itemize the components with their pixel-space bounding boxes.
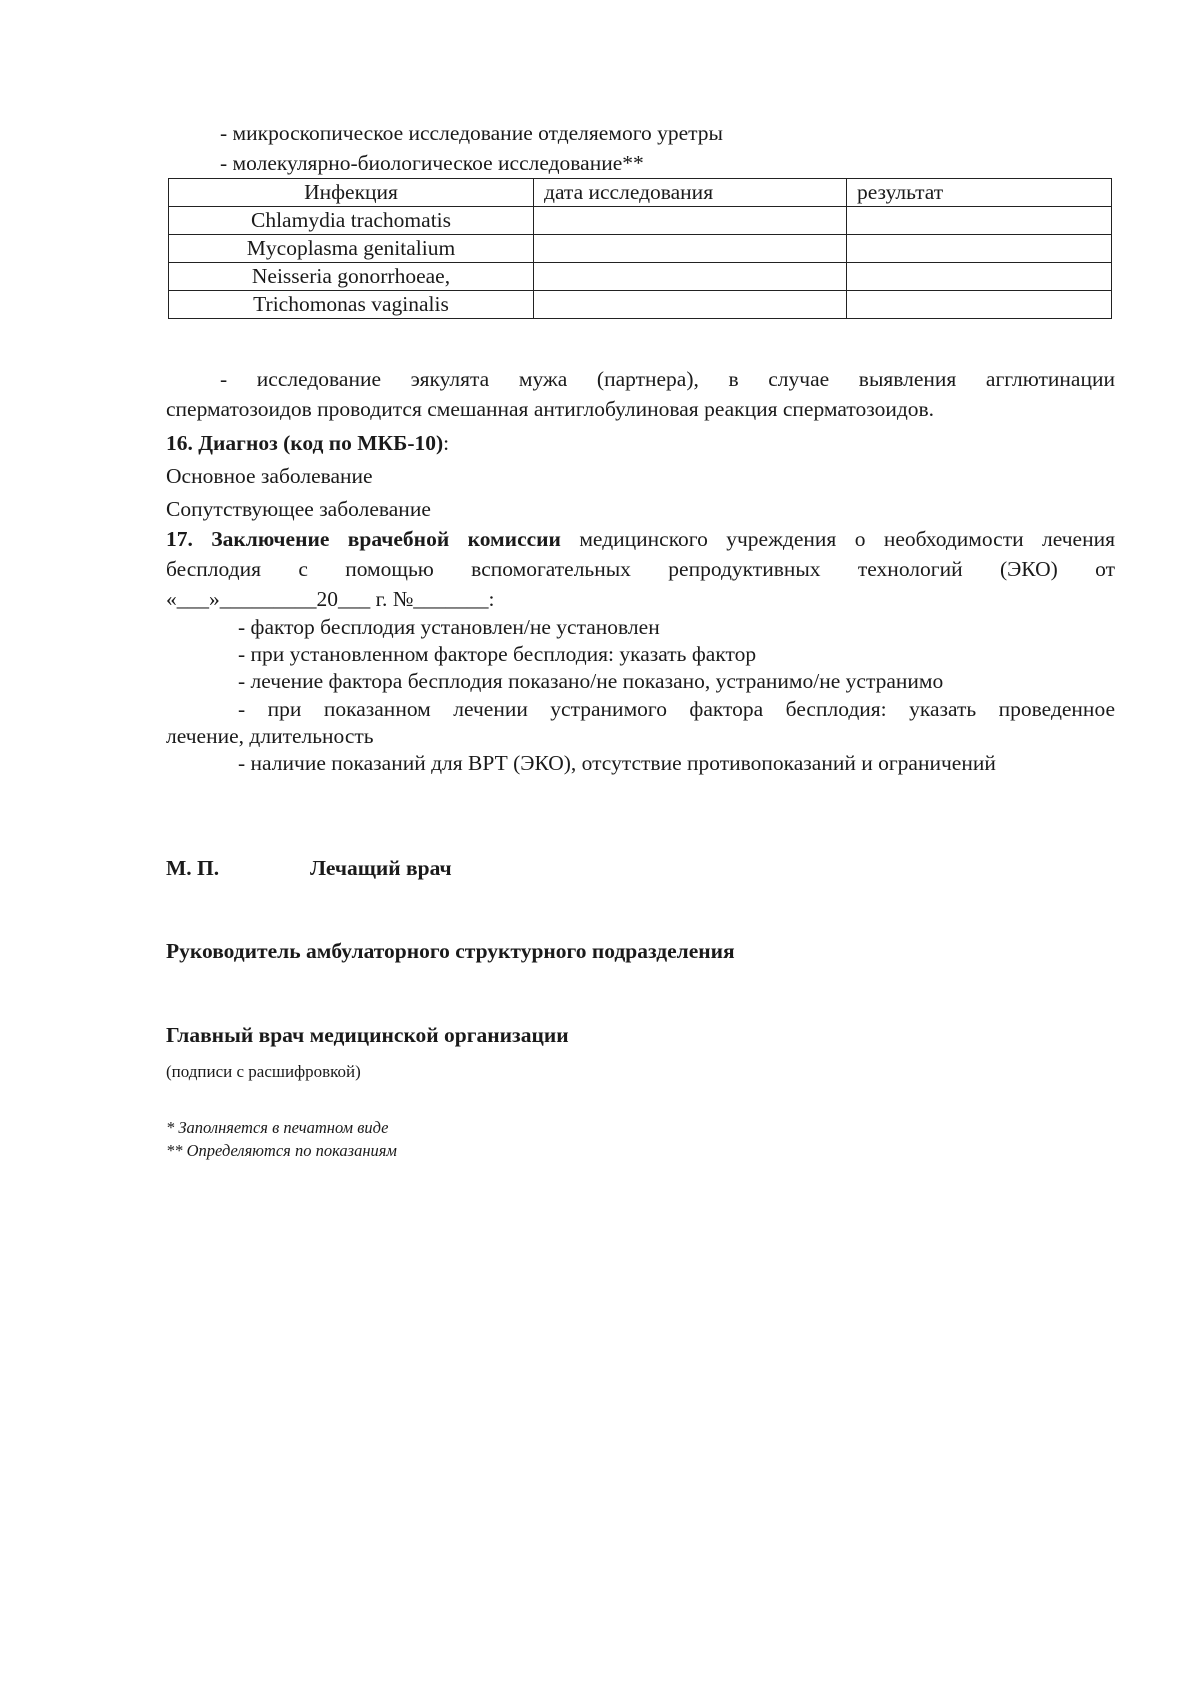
table-row: [169, 263, 1112, 291]
commission-item-factor: - фактор бесплодия установлен/не установлен: [238, 615, 660, 639]
date-cell[interactable]: [534, 263, 847, 291]
result-cell[interactable]: [847, 235, 1112, 263]
result-cell[interactable]: [847, 207, 1112, 235]
chief-doctor-label: Главный врач медицинской организации: [166, 1023, 569, 1047]
attending-doctor-label: Лечащий врач: [310, 856, 452, 880]
diagnosis-heading: [166, 430, 449, 456]
main-disease-label: Основное заболевание: [166, 464, 373, 488]
result-cell[interactable]: [847, 263, 1112, 291]
stamp-place-label: М. П.: [166, 856, 220, 880]
commission-item-indications: - наличие показаний для ВРТ (ЭКО), отсутствие противопоказаний и ограничений: [238, 751, 996, 775]
signatures-note: (подписи с расшифровкой): [166, 1062, 361, 1081]
commission-line-1-rest: медицинского учреждения о необходимости лечения: [560, 527, 1115, 551]
commission-item-treatment-done-2: лечение, длительность: [166, 724, 374, 748]
exam-item-molecular: - молекулярно-биологическое исследование**: [220, 151, 644, 175]
footnote-indications: ** Определяются по показаниям: [166, 1141, 397, 1160]
commission-line-2: бесплодия с помощью вспомогательных репродуктивных технологий (ЭКО) от: [166, 557, 1115, 581]
table-row: [169, 207, 1112, 235]
result-cell[interactable]: [847, 291, 1112, 319]
date-cell[interactable]: [534, 207, 847, 235]
header-result: результат: [847, 179, 1112, 207]
table-header-row: [169, 179, 1112, 207]
commission-item-treatment-done-1: - при показанном лечении устранимого фактора бесплодия: указать проведенное: [238, 697, 1115, 721]
header-infection: Инфекция: [169, 179, 534, 207]
infection-name: Trichomonas vaginalis: [169, 291, 534, 319]
infection-table: [168, 178, 1112, 319]
exam-item-microscopy: - микроскопическое исследование отделяемого уретры: [220, 121, 723, 145]
infection-name: Mycoplasma genitalium: [169, 235, 534, 263]
infection-name: Chlamydia trachomatis: [169, 207, 534, 235]
footnote-printed: * Заполняется в печатном виде: [166, 1118, 389, 1137]
commission-date-line[interactable]: «___»_________20___ г. №_______:: [166, 587, 495, 611]
ejaculate-line-1: - исследование эякулята мужа (партнера), в случае выявления агглютинации: [220, 367, 1115, 391]
table-row: [169, 291, 1112, 319]
outpatient-head-label: Руководитель амбулаторного структурного подразделения: [166, 939, 735, 963]
commission-heading: 17. Заключение врачебной комиссии: [166, 527, 561, 551]
commission-item-specify-factor: - при установленном факторе бесплодия: указать фактор: [238, 642, 757, 666]
commission-line-1: [166, 526, 1115, 552]
date-cell[interactable]: [534, 235, 847, 263]
diagnosis-heading-text: 16. Диагноз (код по МКБ-10): [166, 431, 444, 455]
date-cell[interactable]: [534, 291, 847, 319]
diagnosis-colon: :: [443, 431, 450, 455]
header-date: дата исследования: [534, 179, 847, 207]
ejaculate-line-2: сперматозоидов проводится смешанная антиглобулиновая реакция сперматозоидов.: [166, 397, 935, 421]
concomitant-disease-label: Сопутствующее заболевание: [166, 497, 431, 521]
infection-name: Neisseria gonorrhoeae,: [169, 263, 534, 291]
commission-item-treatment: - лечение фактора бесплодия показано/не показано, устранимо/не устранимо: [238, 669, 944, 693]
table-row: [169, 235, 1112, 263]
